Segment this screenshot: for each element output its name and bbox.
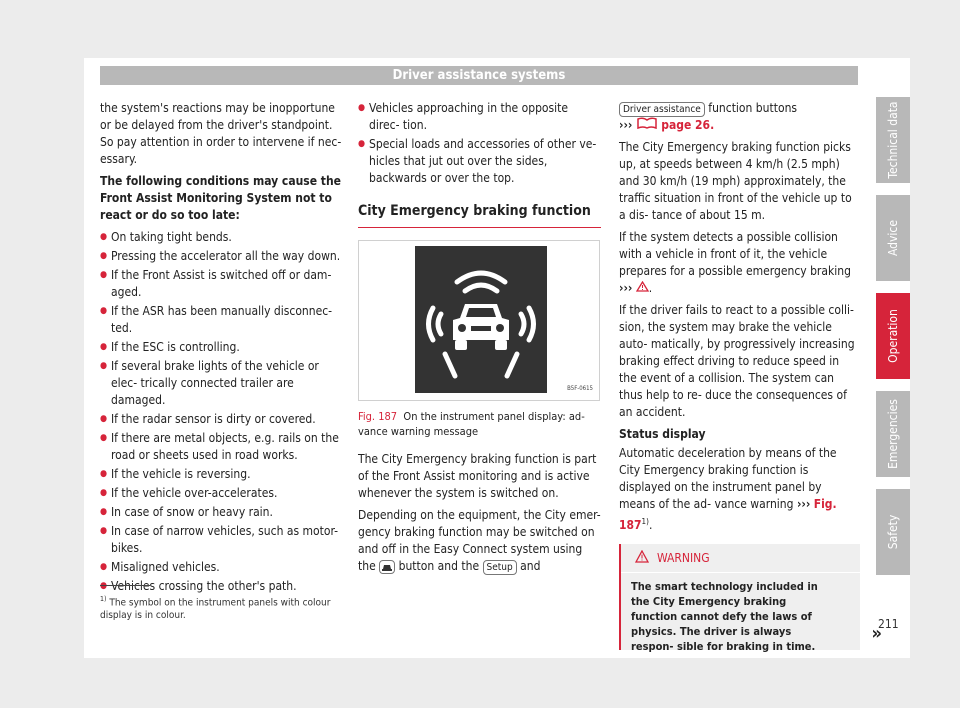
figure-number: Fig. 187 (358, 410, 398, 423)
para2-text-b: button and the (398, 559, 480, 573)
para3-text: If the system detects a possible collision with a vehicle in front of it, the vehicle prepares for a possible emergency braking (619, 230, 851, 278)
bullet-item: ● If the ASR has been manually disconnec- ted. (100, 303, 344, 337)
car-collision-warning-icon (415, 246, 547, 393)
status-display-heading: Status display (619, 427, 706, 441)
section-title: City Emergency braking function (358, 203, 601, 228)
bullet-item: ● Vehicles crossing the other's path. (100, 578, 344, 595)
intro-paragraph: the system's reactions may be inopportune or be delayed from the driver's standpoint. So pay attention in order to intervene if nec- essary. (100, 101, 342, 166)
figure-caption (358, 409, 601, 439)
footnote (100, 593, 340, 622)
bullet-item: ● If there are metal objects, e.g. rails on the road or sheets used in road works. (100, 430, 344, 464)
warning-text: The smart technology included in the City Emergency braking function cannot defy the laws of physics. The driver is always respon- sible for braking in time. (631, 580, 818, 653)
fig-187-link[interactable]: Fig. 187 (619, 497, 837, 532)
tab-advice[interactable]: Advice (876, 195, 910, 281)
footnote-rule (100, 585, 150, 586)
col3-para5: Automatic deceleration by means of the City Emergency braking function is displayed on the instrument panel by means of the ad- vance warning ››› Fig. 187$^{1)}$. (619, 446, 837, 532)
footnote-mark: 1) (100, 595, 107, 603)
conditions-list (100, 229, 344, 595)
bullet-item: ● If the Front Assist is switched off or dam- aged. (100, 267, 344, 301)
para2-text-c: and (520, 559, 541, 573)
page-26-link[interactable]: page 26. (661, 118, 715, 132)
bullet-item: ● Misaligned vehicles. (100, 559, 344, 576)
page-header: Driver assistance systems (100, 66, 858, 85)
warning-icon (635, 550, 649, 563)
continue-arrow-icon: » (871, 623, 882, 644)
para2-text-a: Depending on the equipment, the City emer- gency braking function may be switched on and off in the Easy Connect system using the (358, 508, 601, 573)
para1-arrows: ››› (619, 118, 633, 132)
bullet-item: ● On taking tight bends. (100, 229, 344, 246)
para5-arrows: ››› (796, 497, 811, 511)
tab-emergencies[interactable]: Emergencies (876, 391, 910, 477)
bullet-item: ● In case of narrow vehicles, such as motor- bikes. (100, 523, 344, 557)
warning-box (619, 544, 882, 653)
bullet-item: ● Pressing the accelerator all the way down. (100, 248, 344, 265)
para3-arrows: ››› (619, 281, 633, 295)
warning-triangle-icon (636, 281, 649, 292)
warning-title: WARNING (621, 544, 860, 573)
vehicles-list (358, 100, 601, 187)
bullet-item: ● If several brake lights of the vehicle or elec- trically connected trailer are damaged. (100, 358, 344, 409)
figure-tag: B5F-0615 (567, 385, 593, 392)
figure-caption-text: On the instrument panel display: ad- vance warning message (358, 410, 585, 438)
para5-text: Automatic deceleration by means of the City Emergency braking function is displayed on the instrument panel by means of the ad- vance warning (619, 446, 837, 511)
conditions-heading: The following conditions may cause the Front Assist Monitoring System not to react or do so too late: (100, 174, 341, 222)
page-number: 211 (878, 617, 899, 631)
column-1 (100, 100, 344, 597)
bullet-item: ● If the vehicle over-accelerates. (100, 485, 344, 502)
tab-technical-data[interactable]: Technical data (876, 97, 910, 183)
para1-text: function buttons (708, 101, 798, 115)
setup-key: Setup (483, 560, 517, 575)
bullet-item: ● Vehicles approaching in the opposite direc- tion. (358, 100, 601, 134)
bullet-item: ● Special loads and accessories of other ve- hicles that jut out over the sides, backwards or over the top. (358, 136, 601, 187)
figure-187 (358, 240, 600, 401)
tab-operation[interactable]: Operation (876, 293, 910, 379)
instrument-display (415, 246, 547, 393)
bullet-item: ● If the vehicle is reversing. (100, 466, 344, 483)
col3-para4: If the driver fails to react to a possible colli- sion, the system may brake the vehicle auto- matically, by progressively increasing braking effect driving to reduce speed in the event of a collision. The system can thus help to re- duce the consequences of an accident. (619, 303, 855, 419)
bullet-item: ● If the radar sensor is dirty or covered. (100, 411, 344, 428)
column-3 (619, 100, 882, 653)
tab-safety[interactable]: Safety (876, 489, 910, 575)
footnote-text: The symbol on the instrument panels with colour display is in colour. (100, 597, 331, 622)
footnote-ref: 1) (641, 517, 649, 526)
bullet-item: ● In case of snow or heavy rain. (100, 504, 344, 521)
car-button-icon (379, 560, 395, 574)
bullet-item: ● If the ESC is controlling. (100, 339, 344, 356)
city-braking-para1: The City Emergency braking function is part of the Front Assist monitoring and is active whenever the system is switched on. (358, 452, 597, 500)
driver-assistance-key: Driver assistance (619, 102, 705, 117)
col3-para2: The City Emergency braking function picks up, at speeds between 4 km/h (2.5 mph) and 30 km/h (19 mph) approximately, the traffic situation in front of the vehicle up to a dis- tance of about 15 m. (619, 140, 852, 222)
column-2 (358, 100, 601, 580)
book-icon (636, 117, 658, 129)
col3-para3: If the system detects a possible collision with a vehicle in front of it, the vehicle prepares for a possible emergency braking ››› . (619, 230, 851, 295)
col3-para1 (619, 100, 860, 134)
city-braking-para2 (358, 507, 601, 575)
